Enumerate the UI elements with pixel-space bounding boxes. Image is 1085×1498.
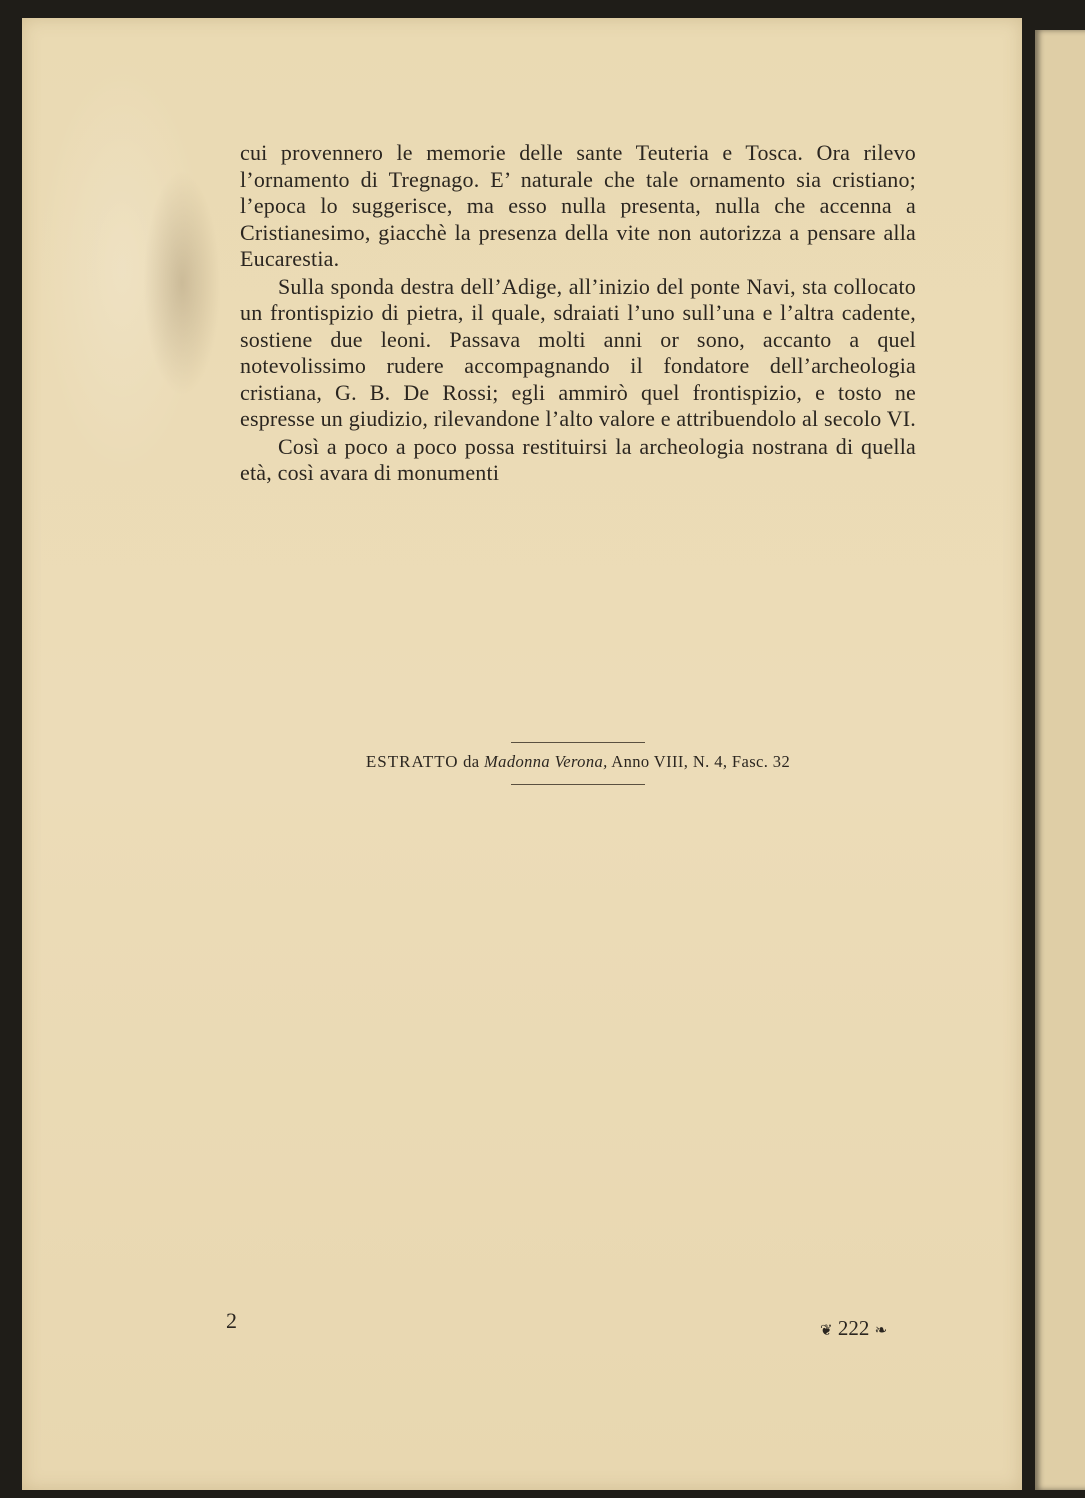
right-ornament-icon: ❧ [874, 1323, 888, 1339]
paragraph-1: cui provennero le memorie delle sante Teuteria e Tosca. Ora rilevo l’ornamento di Tregnago. E’ naturale che tale ornamento sia cristiano; l’epoca lo suggerisce, ma esso nulla presenta, nulla che accenna a Cristianesimo, giacchè la presenza della vite non autorizza a pensare alla Eucarestia. [240, 140, 916, 271]
journal-details: Anno VIII, N. 4, Fasc. 32 [611, 752, 791, 771]
page-number: 2 [226, 1308, 237, 1333]
paragraph-2: Sulla sponda destra dell’Adige, all’inizio del ponte Navi, sta collocato un frontispizio di pietra, il quale, sdraiati l’uno sull’una e l’altra cadente, sostiene due leoni. Passava molti anni or sono, accanto a quel notevolissimo rudere accompagnando il fondatore dell’archeologia cristiana, G. B. De Rossi; egli ammirò quel frontispizio, e tosto ne espresse un giudizio, rilevandone l’alto valore e attribuendolo al secolo VI. [240, 273, 917, 431]
top-divider [511, 742, 645, 743]
journal-title: Madonna Verona, [484, 752, 608, 771]
extract-label: ESTRATTO [365, 752, 459, 771]
bottom-divider [511, 784, 645, 785]
paragraph-3: Così a poco a poco possa restituirsi la archeologia nostrana di quella età, così avara di monumenti [240, 433, 916, 485]
extract-notice [240, 742, 916, 785]
extract-prefix: da [463, 752, 480, 771]
extract-line [240, 752, 916, 772]
body-text [240, 140, 916, 487]
folio-value: 222 [837, 1316, 870, 1340]
adjacent-leaf-edge [1035, 30, 1085, 1490]
folio-number [820, 1316, 887, 1341]
left-ornament-icon: ❦ [820, 1323, 833, 1339]
